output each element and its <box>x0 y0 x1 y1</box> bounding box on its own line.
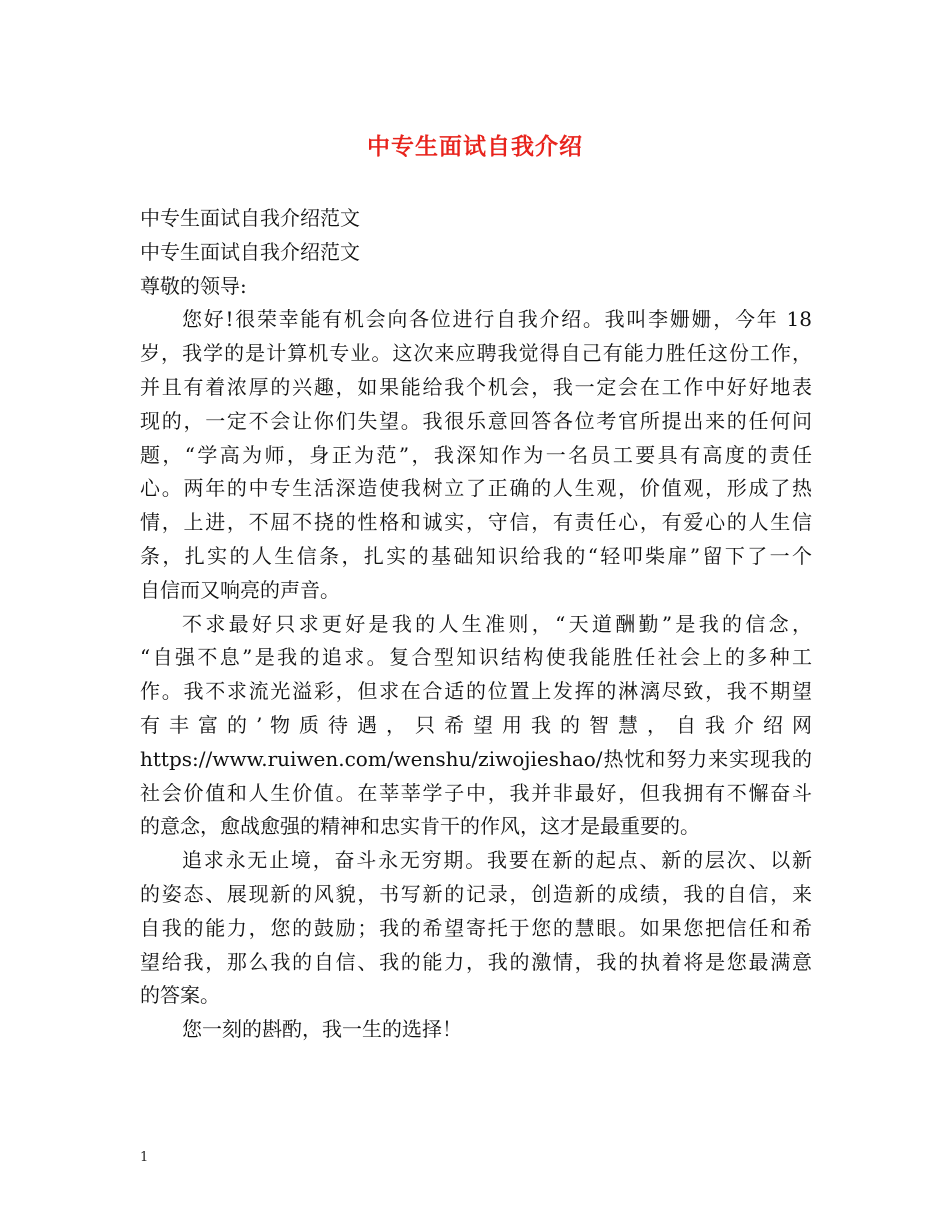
document-title: 中专生面试自我介绍 <box>367 133 583 160</box>
paragraph-2-line-7: 的意念，愈战愈强的精神和忠实肯干的作风，这才是最重要的。 <box>140 814 700 839</box>
closing-line: 您一刻的斟酌，我一生的选择！ <box>182 1017 462 1042</box>
paragraph-2-line-5: https://www.ruiwen.com/wenshu/ziwojieshao/热忱和努力来实现我的 <box>140 746 812 771</box>
paragraph-1-line-4: 现的，一定不会让你们失望。我很乐意回答各位考官所提出来的任何问 <box>140 408 812 433</box>
paragraph-3-line-5: 的答案。 <box>140 983 220 1008</box>
page-number: 1 <box>140 1150 149 1165</box>
paragraph-2-line-6: 社会价值和人生价值。在莘莘学子中，我并非最好，但我拥有不懈奋斗 <box>140 780 812 805</box>
paragraph-3-line-1: 追求永无止境，奋斗永无穷期。我要在新的起点、新的层次、以新 <box>182 848 812 873</box>
paragraph-1-line-2: 岁，我学的是计算机专业。这次来应聘我觉得自己有能力胜任这份工作， <box>140 341 812 366</box>
paragraph-3-line-2: 的姿态、展现新的风貌，书写新的记录，创造新的成绩，我的自信，来 <box>140 881 812 906</box>
paragraph-2-line-2: “自强不息”是我的追求。复合型知识结构使我能胜任社会上的多种工 <box>140 645 812 670</box>
paragraph-2-line-3: 作。我不求流光溢彩，但求在合适的位置上发挥的淋漓尽致，我不期望 <box>140 679 812 704</box>
paragraph-1-line-6: 心。两年的中专生活深造使我树立了正确的人生观，价值观，形成了热 <box>140 476 812 501</box>
subtitle-line-2: 中专生面试自我介绍范文 <box>140 239 360 264</box>
paragraph-2-line-1: 不求最好只求更好是我的人生准则，“天道酬勤”是我的信念， <box>182 611 812 636</box>
paragraph-1-line-1: 您好!很荣幸能有机会向各位进行自我介绍。我叫李姗姗，今年 18 <box>182 307 812 332</box>
salutation-line: 尊敬的领导: <box>140 273 247 298</box>
paragraph-1-line-3: 并且有着浓厚的兴趣，如果能给我个机会，我一定会在工作中好好地表 <box>140 374 812 399</box>
paragraph-1-line-9: 自信而又响亮的声音。 <box>140 577 340 602</box>
paragraph-2-line-4: 有 丰 富 的 ’ 物 质 待 遇 ， 只 希 望 用 我 的 智 慧 ， 自 我 介 绍 网 <box>140 712 812 737</box>
paragraph-3-line-4: 望给我，那么我的自信、我的能力，我的激情，我的执着将是您最满意 <box>140 949 812 974</box>
subtitle-line-1: 中专生面试自我介绍范文 <box>140 206 360 230</box>
paragraph-1-line-8: 条，扎实的人生信条，扎实的基础知识给我的“轻叩柴扉”留下了一个 <box>140 543 812 568</box>
paragraph-3-line-3: 自我的能力，您的鼓励；我的希望寄托于您的慧眼。如果您把信任和希 <box>140 915 812 940</box>
paragraph-1-line-7: 情，上进，不屈不挠的性格和诚实，守信，有责任心，有爱心的人生信 <box>140 510 812 535</box>
document-body <box>140 202 812 1047</box>
paragraph-1-line-5: 题，“学高为师，身正为范”，我深知作为一名员工要具有高度的责任 <box>140 442 812 467</box>
